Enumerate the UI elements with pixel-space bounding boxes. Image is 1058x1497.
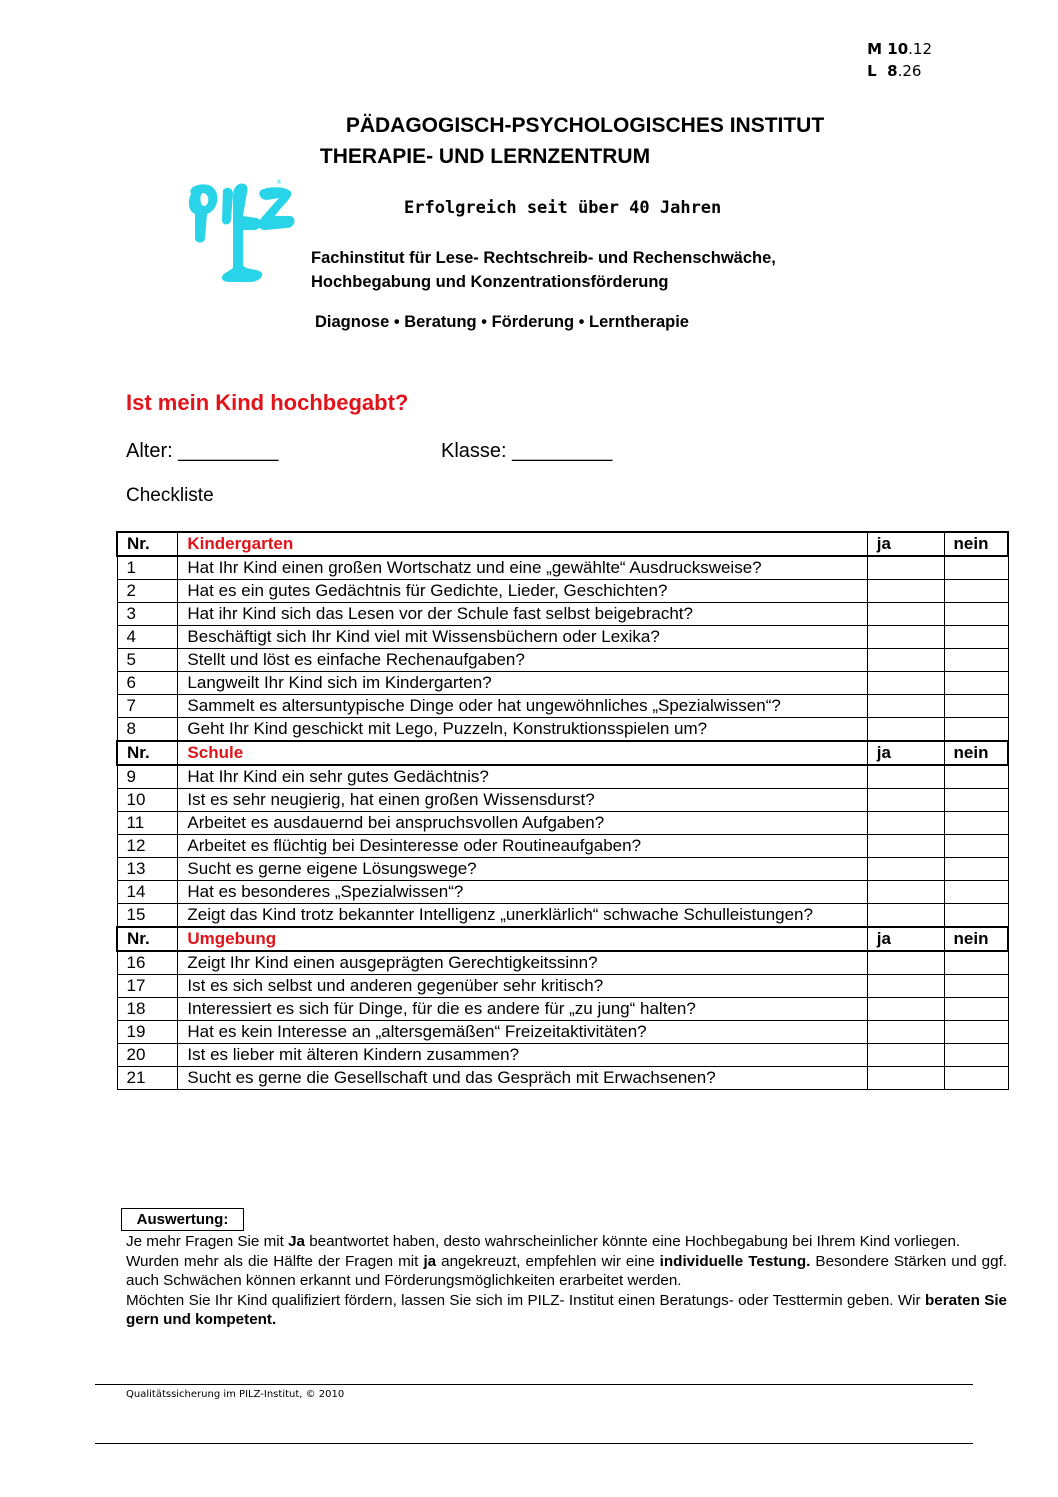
question-text: Hat ihr Kind sich das Lesen vor der Schule fast selbst beigebracht? [178,603,867,626]
row-number: 5 [117,649,178,672]
answer-nein-cell[interactable] [944,1067,1008,1090]
answer-ja-cell[interactable] [867,649,944,672]
age-field[interactable]: Alter: _________ [126,440,279,462]
section-header-row [117,927,1008,951]
row-number: 13 [117,858,178,881]
checklist-table [116,531,1009,1090]
answer-ja-cell[interactable] [867,695,944,718]
body-text: Wurden mehr als die Hälfte der Fragen mit [126,1252,424,1270]
answer-ja-cell[interactable] [867,1021,944,1044]
row-number: 4 [117,626,178,649]
answer-ja-cell[interactable] [867,765,944,789]
table-row [117,789,1008,812]
institute-name: PÄDAGOGISCH-PSYCHOLOGISCHES INSTITUT [345,114,825,137]
services-line: Diagnose • Beratung • Förderung • Lerntherapie [315,313,689,331]
table-row [117,1021,1008,1044]
answer-ja-cell[interactable] [867,718,944,742]
col-nr-header: Nr. [117,741,178,765]
table-row [117,556,1008,580]
table-row [117,603,1008,626]
answer-ja-cell[interactable] [867,580,944,603]
table-row [117,881,1008,904]
answer-ja-cell[interactable] [867,626,944,649]
answer-ja-cell[interactable] [867,556,944,580]
evaluation-paragraph-3 [126,1291,1007,1330]
row-number: 15 [117,904,178,928]
col-ja-header: ja [867,927,944,951]
question-text: Ist es lieber mit älteren Kindern zusammen? [178,1044,867,1067]
answer-ja-cell[interactable] [867,975,944,998]
answer-nein-cell[interactable] [944,904,1008,928]
table-row [117,904,1008,928]
answer-ja-cell[interactable] [867,672,944,695]
row-number: 3 [117,603,178,626]
row-number: 1 [117,556,178,580]
table-row [117,975,1008,998]
col-ja-header: ja [867,532,944,556]
answer-nein-cell[interactable] [944,998,1008,1021]
body-text: Besondere Stärken und ggf. auch Schwächen können erkannt und Förderungsmöglichkeiten erarbeitet werden. [126,1252,1008,1289]
question-text: Zeigt das Kind trotz bekannter Intelligenz „unerklärlich“ schwache Schulleistungen? [178,904,867,928]
answer-ja-cell[interactable] [867,951,944,975]
answer-nein-cell[interactable] [944,603,1008,626]
row-number: 12 [117,835,178,858]
section-title: Kindergarten [178,532,867,556]
col-nein-header: nein [944,741,1008,765]
answer-ja-cell[interactable] [867,603,944,626]
question-text: Hat Ihr Kind ein sehr gutes Gedächtnis? [178,765,867,789]
col-nr-header: Nr. [117,532,178,556]
answer-nein-cell[interactable] [944,580,1008,603]
table-row [117,998,1008,1021]
row-number: 18 [117,998,178,1021]
footer-divider-top [95,1384,973,1385]
answer-ja-cell[interactable] [867,881,944,904]
svg-text:®: ® [276,179,282,186]
institute-subtitle: THERAPIE- UND LERNZENTRUM [319,145,651,168]
row-number: 16 [117,951,178,975]
question-text: Hat Ihr Kind einen großen Wortschatz und eine „gewählte“ Ausdrucksweise? [178,556,867,580]
footer-text: Qualitätssicherung im PILZ-Institut, © 2010 [126,1389,345,1400]
answer-nein-cell[interactable] [944,858,1008,881]
question-text: Langweilt Ihr Kind sich im Kindergarten? [178,672,867,695]
answer-nein-cell[interactable] [944,1021,1008,1044]
table-row [117,580,1008,603]
col-ja-header: ja [867,741,944,765]
row-number: 14 [117,881,178,904]
question-text: Arbeitet es flüchtig bei Desinteresse oder Routineaufgaben? [178,835,867,858]
answer-ja-cell[interactable] [867,904,944,928]
answer-ja-cell[interactable] [867,812,944,835]
answer-nein-cell[interactable] [944,626,1008,649]
document-codes [867,38,932,82]
question-text: Hat es ein gutes Gedächtnis für Gedichte, Lieder, Geschichten? [178,580,867,603]
table-row [117,672,1008,695]
institute-description [311,246,776,294]
answer-nein-cell[interactable] [944,835,1008,858]
row-number: 20 [117,1044,178,1067]
table-row [117,626,1008,649]
row-number: 8 [117,718,178,742]
description-line-1: Fachinstitut für Lese- Rechtschreib- und Rechenschwäche, [311,249,776,267]
section-header-row [117,532,1008,556]
answer-ja-cell[interactable] [867,1067,944,1090]
body-text: Je mehr Fragen Sie mit [126,1233,289,1250]
class-field[interactable]: Klasse: _________ [441,440,613,462]
pilz-logo [183,176,298,288]
col-nr-header: Nr. [117,927,178,951]
row-number: 2 [117,580,178,603]
answer-nein-cell[interactable] [944,695,1008,718]
section-header-row [117,741,1008,765]
row-number: 21 [117,1067,178,1090]
answer-nein-cell[interactable] [944,975,1008,998]
answer-ja-cell[interactable] [867,998,944,1021]
page-title: Ist mein Kind hochbegabt? [126,390,409,415]
emphasis-text: beraten Sie gern und kompetent. [126,1291,1007,1328]
row-number: 19 [117,1021,178,1044]
slogan: Erfolgreich seit über 40 Jahren [404,198,722,218]
answer-nein-cell[interactable] [944,951,1008,975]
table-row [117,858,1008,881]
answer-nein-cell[interactable] [944,765,1008,789]
answer-nein-cell[interactable] [944,881,1008,904]
table-row [117,649,1008,672]
answer-ja-cell[interactable] [867,835,944,858]
description-line-2: Hochbegabung und Konzentrationsförderung [311,273,669,291]
question-text: Ist es sehr neugierig, hat einen großen Wissensdurst? [178,789,867,812]
emphasis-text: Ja [288,1233,305,1250]
question-text: Arbeitet es ausdauernd bei anspruchsvollen Aufgaben? [178,812,867,835]
question-text: Sucht es gerne die Gesellschaft und das Gespräch mit Erwachsenen? [178,1067,867,1090]
body-text: angekreuzt, empfehlen wir eine [436,1252,660,1270]
question-text: Hat es kein Interesse an „altersgemäßen“ Freizeitaktivitäten? [178,1021,867,1044]
emphasis-text: ja [423,1252,437,1270]
answer-ja-cell[interactable] [867,789,944,812]
section-title: Schule [178,741,867,765]
col-nein-header: nein [944,532,1008,556]
row-number: 10 [117,789,178,812]
doc-code-l: L 8.26 [867,62,922,80]
evaluation-paragraph-1 [126,1232,1007,1252]
answer-ja-cell[interactable] [867,858,944,881]
table-row [117,951,1008,975]
evaluation-text [126,1232,1007,1330]
table-row [117,1044,1008,1067]
question-text: Interessiert es sich für Dinge, für die es andere für „zu jung“ halten? [178,998,867,1021]
question-text: Ist es sich selbst und anderen gegenüber sehr kritisch? [178,975,867,998]
table-row [117,1067,1008,1090]
answer-nein-cell[interactable] [944,812,1008,835]
answer-nein-cell[interactable] [944,789,1008,812]
section-title: Umgebung [178,927,867,951]
answer-nein-cell[interactable] [944,556,1008,580]
question-text: Beschäftigt sich Ihr Kind viel mit Wissensbüchern oder Lexika? [178,626,867,649]
table-row [117,695,1008,718]
emphasis-text: individuelle Testung. [659,1252,811,1270]
question-text: Sucht es gerne eigene Lösungswege? [178,858,867,881]
row-number: 7 [117,695,178,718]
doc-code-m: M 10.12 [867,40,932,58]
answer-nein-cell[interactable] [944,718,1008,742]
question-text: Hat es besonderes „Spezialwissen“? [178,881,867,904]
question-text: Stellt und löst es einfache Rechenaufgaben? [178,649,867,672]
question-text: Sammelt es altersuntypische Dinge oder hat ungewöhnliches „Spezialwissen“? [178,695,867,718]
body-text: Möchten Sie Ihr Kind qualifiziert fördern, lassen Sie sich im PILZ- Institut einen Beratungs- oder Testtermin geben. Wir [126,1291,925,1309]
question-text: Geht Ihr Kind geschickt mit Lego, Puzzeln, Konstruktionsspielen um? [178,718,867,742]
answer-ja-cell[interactable] [867,1044,944,1067]
checklist-label: Checkliste [126,485,214,506]
answer-nein-cell[interactable] [944,672,1008,695]
table-row [117,812,1008,835]
table-row [117,765,1008,789]
answer-nein-cell[interactable] [944,649,1008,672]
evaluation-label: Auswertung: [121,1208,244,1231]
body-text: beantwortet haben, desto wahrscheinlicher könnte eine Hochbegabung bei Ihrem Kind vorliegen. [304,1233,961,1250]
row-number: 9 [117,765,178,789]
evaluation-paragraph-2 [126,1252,1007,1291]
answer-nein-cell[interactable] [944,1044,1008,1067]
row-number: 6 [117,672,178,695]
question-text: Zeigt Ihr Kind einen ausgeprägten Gerechtigkeitssinn? [178,951,867,975]
row-number: 11 [117,812,178,835]
col-nein-header: nein [944,927,1008,951]
table-row [117,835,1008,858]
table-row [117,718,1008,742]
row-number: 17 [117,975,178,998]
footer-divider-bottom [95,1443,973,1444]
